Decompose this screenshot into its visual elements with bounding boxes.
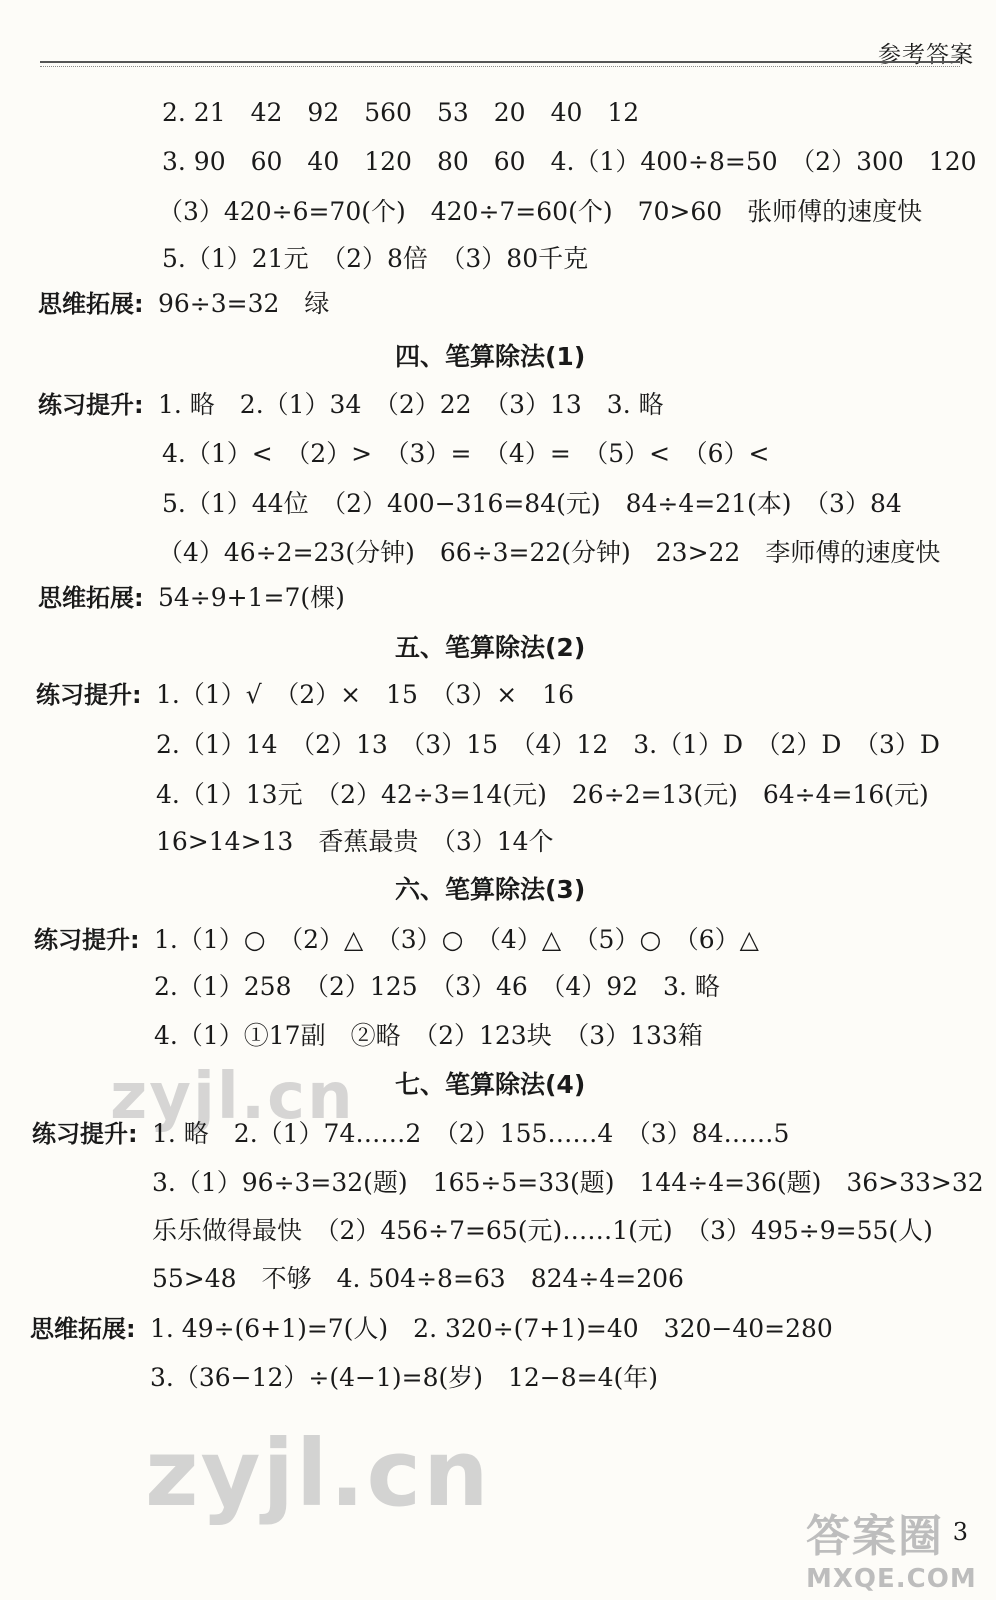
section-label: 练习提升: <box>38 391 144 419</box>
page-header-title: 参考答案 <box>878 42 974 68</box>
answer-line: 乐乐做得最快 （2）456÷7=65(元)……1(元) （3）495÷9=55(人) <box>152 1216 933 1245</box>
answer-line: 16>14>13 香蕉最贵 （3）14个 <box>156 827 554 856</box>
answer-line: 1. 略 2.（1）74……2 （2）155……4 （3）84……5 <box>152 1119 790 1148</box>
section-title: 四、笔算除法(1) <box>395 342 586 371</box>
section-label: 练习提升: <box>32 1120 138 1148</box>
answer-line: 2. 21 42 92 560 53 20 40 12 <box>162 98 640 127</box>
section-title: 五、笔算除法(2) <box>395 633 586 662</box>
answer-line: 1.（1）√ （2）× 15 （3）× 16 <box>156 680 575 709</box>
answer-line: （4）46÷2=23(分钟) 66÷3=22(分钟) 23>22 李师傅的速度快 <box>158 538 941 567</box>
answer-line: 3.（1）96÷3=32(题) 165÷5=33(题) 144÷4=36(题) 36>33>32 <box>152 1168 984 1197</box>
section-label: 练习提升: <box>36 681 142 709</box>
answer-line: （3）420÷6=70(个) 420÷7=60(个) 70>60 张师傅的速度快 <box>158 197 923 226</box>
section-label: 思维拓展: <box>38 290 144 318</box>
answer-line: 1. 49÷(6+1)=7(人) 2. 320÷(7+1)=40 320−40=280 <box>150 1314 833 1343</box>
section-label: 思维拓展: <box>30 1315 136 1343</box>
watermark-text-large: zyjl.cn <box>145 1420 491 1527</box>
page-number: 3 <box>952 1518 968 1546</box>
header-rule-dotted <box>40 66 960 67</box>
answer-line: 2.（1）258 （2）125 （3）46 （4）92 3. 略 <box>154 972 720 1001</box>
answer-line: 5.（1）44位 （2）400−316=84(元) 84÷4=21(本) （3）84 <box>162 489 902 518</box>
answer-line: 55>48 不够 4. 504÷8=63 824÷4=206 <box>152 1264 684 1293</box>
logo-main-text: 答案圈 <box>806 1511 944 1562</box>
answer-line: 2.（1）14 （2）13 （3）15 （4）12 3.（1）D （2）D （3）D <box>156 730 940 759</box>
answer-line: 1. 略 2.（1）34 （2）22 （3）13 3. 略 <box>158 390 664 419</box>
site-logo-watermark <box>806 1500 977 1594</box>
answer-line: 54÷9+1=7(棵) <box>158 583 345 612</box>
section-title: 七、笔算除法(4) <box>395 1070 586 1099</box>
watermark-text: zyjl.cn <box>110 1060 355 1134</box>
answer-line: 5.（1）21元 （2）8倍 （3）80千克 <box>162 244 589 273</box>
answer-line: 96÷3=32 绿 <box>158 289 330 318</box>
answer-line: 1.（1）○ （2）△ （3）○ （4）△ （5）○ （6）△ <box>154 925 759 954</box>
answer-line: 4.（1）①17副 ②略 （2）123块 （3）133箱 <box>154 1021 703 1050</box>
answer-line: 3. 90 60 40 120 80 60 4.（1）400÷8=50 （2）300 120 <box>162 147 977 176</box>
section-title: 六、笔算除法(3) <box>395 875 586 904</box>
header-rule <box>40 61 960 63</box>
logo-url-text: MXQE.COM <box>806 1564 977 1594</box>
section-label: 思维拓展: <box>38 584 144 612</box>
answer-line: 3.（36−12）÷(4−1)=8(岁) 12−8=4(年) <box>150 1363 659 1392</box>
answer-line: 4.（1）13元 （2）42÷3=14(元) 26÷2=13(元) 64÷4=16(元) <box>156 780 929 809</box>
section-label: 练习提升: <box>34 926 140 954</box>
answer-line: 4.（1）< （2）> （3）= （4）= （5）< （6）< <box>162 439 770 468</box>
